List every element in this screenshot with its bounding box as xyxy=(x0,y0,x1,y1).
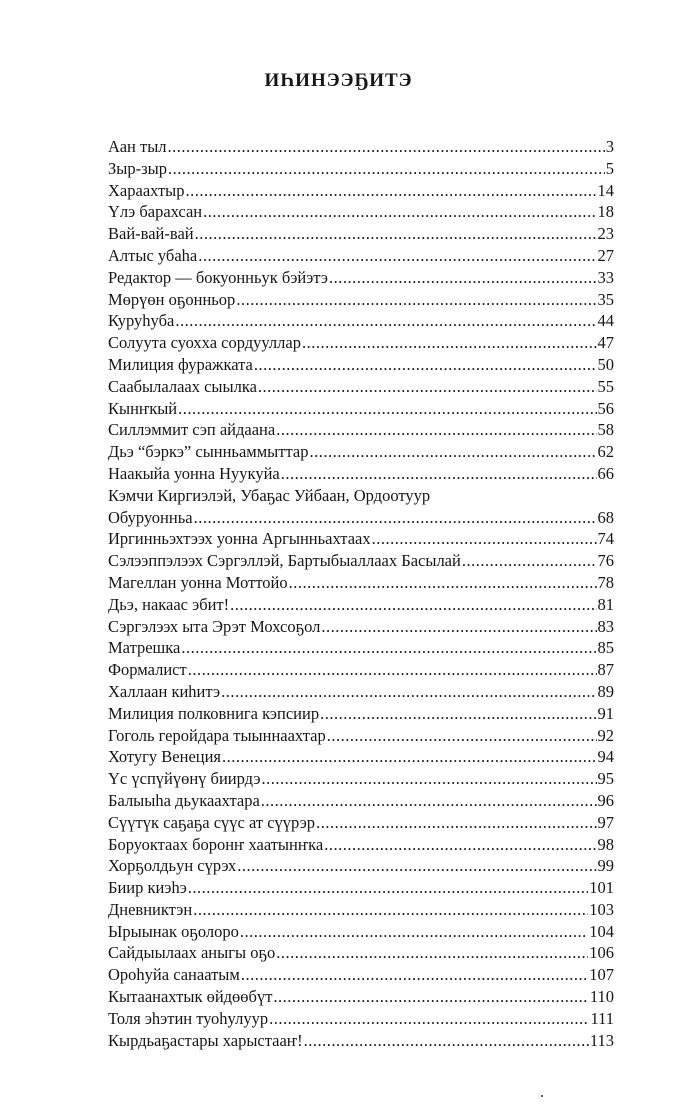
dot-leader xyxy=(241,964,588,986)
toc-entry-page: 87 xyxy=(597,660,614,680)
toc-entry-title: Балыыһа дьукаахтара xyxy=(108,790,260,810)
toc-entry xyxy=(108,289,614,311)
toc-entry-page: 110 xyxy=(589,987,614,1007)
toc-entry-page: 56 xyxy=(597,398,614,418)
toc-entry-title: Куруһуба xyxy=(108,311,175,331)
dot-leader xyxy=(168,158,605,180)
dot-leader xyxy=(203,201,596,223)
toc-entry xyxy=(108,267,614,289)
toc-entry-page: 55 xyxy=(597,376,614,396)
toc-entry-title: Хараахтыр xyxy=(108,180,185,200)
toc-entry-page: 99 xyxy=(597,856,614,876)
toc-entry-page: 44 xyxy=(597,311,614,331)
dot-leader xyxy=(329,267,596,289)
toc-entry-page: 66 xyxy=(597,463,614,483)
toc-entry-page: 85 xyxy=(597,638,614,658)
toc-entry xyxy=(108,201,614,223)
toc-entry xyxy=(108,681,614,703)
toc-entry-title: Алтыс убаһа xyxy=(108,245,198,265)
toc-entry-title: Толя эһэтин туоһулуур xyxy=(108,1008,269,1028)
toc-entry-title: Аан тыл xyxy=(108,137,167,156)
toc-entry-page: 103 xyxy=(589,899,614,919)
toc-entry xyxy=(108,354,614,376)
dot-leader xyxy=(221,681,596,703)
dot-leader xyxy=(281,463,597,485)
dot-leader xyxy=(230,594,596,616)
toc-entry-title: Халлаан киһитэ xyxy=(108,681,221,701)
toc-entry-title: Сүүтүк саҕаҕа сүүс ат сүүрэр xyxy=(108,812,316,832)
table-of-contents xyxy=(108,136,614,1051)
dot-leader xyxy=(372,528,597,550)
toc-entry xyxy=(108,419,614,441)
toc-entry-title: Хотугу Венеция xyxy=(108,747,222,767)
toc-entry-title: Наакыйа уонна Нуукуйа xyxy=(108,463,280,483)
dot-leader xyxy=(321,616,596,638)
dot-leader xyxy=(237,855,596,877)
toc-entry xyxy=(108,310,614,332)
toc-entry xyxy=(108,768,614,790)
toc-entry xyxy=(108,245,614,267)
toc-entry-page: 27 xyxy=(597,245,614,265)
toc-entry xyxy=(108,637,614,659)
toc-entry xyxy=(108,136,614,158)
toc-entry-page: 98 xyxy=(597,834,614,854)
toc-entry-title: Ырыынак оҕолоро xyxy=(108,921,239,941)
toc-entry-title: Боруоктаах боронҥ хаатынҥка xyxy=(108,834,324,854)
dot-leader xyxy=(309,441,596,463)
toc-entry-title: Сайдыылаах аныгы оҕо xyxy=(108,943,276,963)
toc-entry-title: Милиция фуражката xyxy=(108,354,253,374)
toc-entry-page: 91 xyxy=(597,703,614,723)
dot-leader xyxy=(289,572,597,594)
toc-entry-page: 96 xyxy=(597,790,614,810)
toc-entry-page: 14 xyxy=(597,180,614,200)
dot-leader xyxy=(261,790,597,812)
toc-entry-title: Редактор — бокуонньук бэйэтэ xyxy=(108,267,329,287)
toc-entry-title: Солуута суохха сордууллар xyxy=(108,333,301,353)
toc-entry-title: Ороһуйа санаатым xyxy=(108,965,240,985)
toc-entry xyxy=(108,921,614,943)
dot-leader xyxy=(276,942,588,964)
dot-leader xyxy=(258,376,597,398)
toc-entry-page: 81 xyxy=(597,594,614,614)
toc-entry-page: 92 xyxy=(597,725,614,745)
toc-entry xyxy=(108,855,614,877)
toc-entry-page: 104 xyxy=(589,921,614,941)
toc-entry xyxy=(108,899,614,921)
toc-entry-page: 47 xyxy=(597,333,614,353)
toc-entry-title: Үлэ барахсан xyxy=(108,202,203,222)
toc-entry-page: 58 xyxy=(597,420,614,440)
toc-entry xyxy=(108,616,614,638)
toc-entry-page: 101 xyxy=(589,878,614,898)
toc-entry-title: Обуруонньа xyxy=(108,507,193,527)
toc-entry-title: Саабылалаах сыылка xyxy=(108,376,257,396)
toc-entry-title: Магеллан уонна Моттойо xyxy=(108,572,288,592)
dot-leader xyxy=(302,332,597,354)
toc-entry-page: 3 xyxy=(605,137,614,156)
dot-leader xyxy=(195,223,597,245)
toc-entry xyxy=(108,594,614,616)
toc-entry-page: 5 xyxy=(605,158,614,178)
toc-entry-title: Дьэ, накаас эбит! xyxy=(108,594,230,614)
toc-entry-title: Формалист xyxy=(108,660,187,680)
toc-entry xyxy=(108,877,614,899)
toc-entry xyxy=(108,942,614,964)
toc-entry-page: 74 xyxy=(597,529,614,549)
toc-entry xyxy=(108,332,614,354)
toc-entry xyxy=(108,398,614,420)
dot-leader xyxy=(316,812,596,834)
toc-entry-title: Хорҕолдьун сүрэх xyxy=(108,856,237,876)
toc-entry-title-line: Кэмчи Киргиэлэй, Убаҕас Уйбаан, Ордоотуур xyxy=(108,485,431,505)
toc-entry-title: Иргинньэхтээх уонна Аргынньахтаах xyxy=(108,529,371,549)
toc-entry-page: 113 xyxy=(589,1030,614,1050)
dot-leader xyxy=(236,289,596,311)
toc-entry-page: 95 xyxy=(597,769,614,789)
toc-entry xyxy=(108,507,614,529)
page-title: ИҺИНЭЭҔИТЭ xyxy=(264,70,413,91)
dot-leader xyxy=(240,921,588,943)
dot-leader xyxy=(194,507,597,529)
toc-entry-title: Сэлээппэлээх Сэргэллэй, Бартыбыаллаах Басылай xyxy=(108,551,461,571)
toc-entry-page: 107 xyxy=(589,965,614,985)
toc-entry xyxy=(108,964,614,986)
dot-leader xyxy=(462,550,597,572)
dot-leader xyxy=(276,419,596,441)
toc-entry xyxy=(108,528,614,550)
toc-entry-page: 23 xyxy=(597,224,614,244)
toc-entry-title: Вай-вай-вай xyxy=(108,224,194,244)
toc-entry xyxy=(108,790,614,812)
toc-entry-title: Үс үспүйүөнү биирдэ xyxy=(108,769,261,789)
toc-entry-page: 97 xyxy=(597,812,614,832)
toc-entry-page: 89 xyxy=(597,681,614,701)
toc-entry-page: 68 xyxy=(597,507,614,527)
toc-entry-title: Силлэммит сэп айдаана xyxy=(108,420,276,440)
toc-entry-page: 106 xyxy=(589,943,614,963)
toc-entry xyxy=(108,1008,614,1030)
toc-entry-page: 83 xyxy=(597,616,614,636)
toc-entry xyxy=(108,572,614,594)
toc-entry-title: Кытаанахтык өйдөөбүт xyxy=(108,987,273,1007)
toc-entry xyxy=(108,223,614,245)
dot-leader xyxy=(254,354,597,376)
dot-leader xyxy=(175,310,596,332)
dot-leader xyxy=(188,659,597,681)
toc-entry-page: 50 xyxy=(597,354,614,374)
toc-entry-title: Кынҥкый xyxy=(108,398,178,418)
toc-entry xyxy=(108,659,614,681)
toc-entry-title: Зыр-зыр xyxy=(108,158,167,178)
toc-entry xyxy=(108,725,614,747)
toc-entry xyxy=(108,376,614,398)
toc-entry-title: Биир киэһэ xyxy=(108,878,187,898)
dot-leader xyxy=(273,986,588,1008)
toc-entry-title: Дьэ “бэркэ” сынньаммыттар xyxy=(108,442,309,462)
toc-entry-title: Матрешка xyxy=(108,638,181,658)
toc-entry xyxy=(108,746,614,768)
dot-leader xyxy=(193,899,588,921)
dot-leader xyxy=(304,1030,589,1052)
toc-entry xyxy=(108,463,614,485)
toc-entry-title: Дневниктэн xyxy=(108,899,193,919)
dot-leader xyxy=(320,703,596,725)
toc-entry xyxy=(108,1030,614,1052)
toc-entry-page: 62 xyxy=(597,442,614,462)
dot-leader xyxy=(186,180,597,202)
print-speck xyxy=(541,1095,543,1097)
toc-entry-title: Кырдьаҕастары харыстааҥ! xyxy=(108,1030,303,1050)
toc-entry-title: Сэргэлээх ыта Эрэт Мохсоҕол xyxy=(108,616,321,636)
toc-entry-page: 76 xyxy=(597,551,614,571)
toc-entry-title: Милиция полковнига кэпсиир xyxy=(108,703,320,723)
toc-entry xyxy=(108,180,614,202)
toc-entry xyxy=(108,441,614,463)
toc-entry xyxy=(108,550,614,572)
toc-entry-title: Мөрүөн оҕонньор xyxy=(108,289,236,309)
toc-entry-title: Гоголь геройдара тыыннаахтар xyxy=(108,725,326,745)
toc-entry-page: 33 xyxy=(597,267,614,287)
dot-leader xyxy=(188,877,588,899)
toc-entry xyxy=(108,986,614,1008)
dot-leader xyxy=(262,768,597,790)
dot-leader xyxy=(222,746,596,768)
dot-leader xyxy=(181,637,596,659)
dot-leader xyxy=(178,398,596,420)
dot-leader xyxy=(327,725,597,747)
toc-entry-page: 35 xyxy=(597,289,614,309)
dot-leader xyxy=(269,1008,589,1030)
toc-entry-page: 94 xyxy=(597,747,614,767)
toc-entry xyxy=(108,834,614,856)
toc-entry xyxy=(108,703,614,725)
toc-entry xyxy=(108,158,614,180)
toc-entry-page: 111 xyxy=(590,1008,614,1028)
toc-entry xyxy=(108,812,614,834)
dot-leader xyxy=(168,136,605,158)
toc-entry-page: 18 xyxy=(597,202,614,222)
dot-leader xyxy=(198,245,596,267)
toc-entry-page: 78 xyxy=(597,572,614,592)
dot-leader xyxy=(324,834,596,856)
